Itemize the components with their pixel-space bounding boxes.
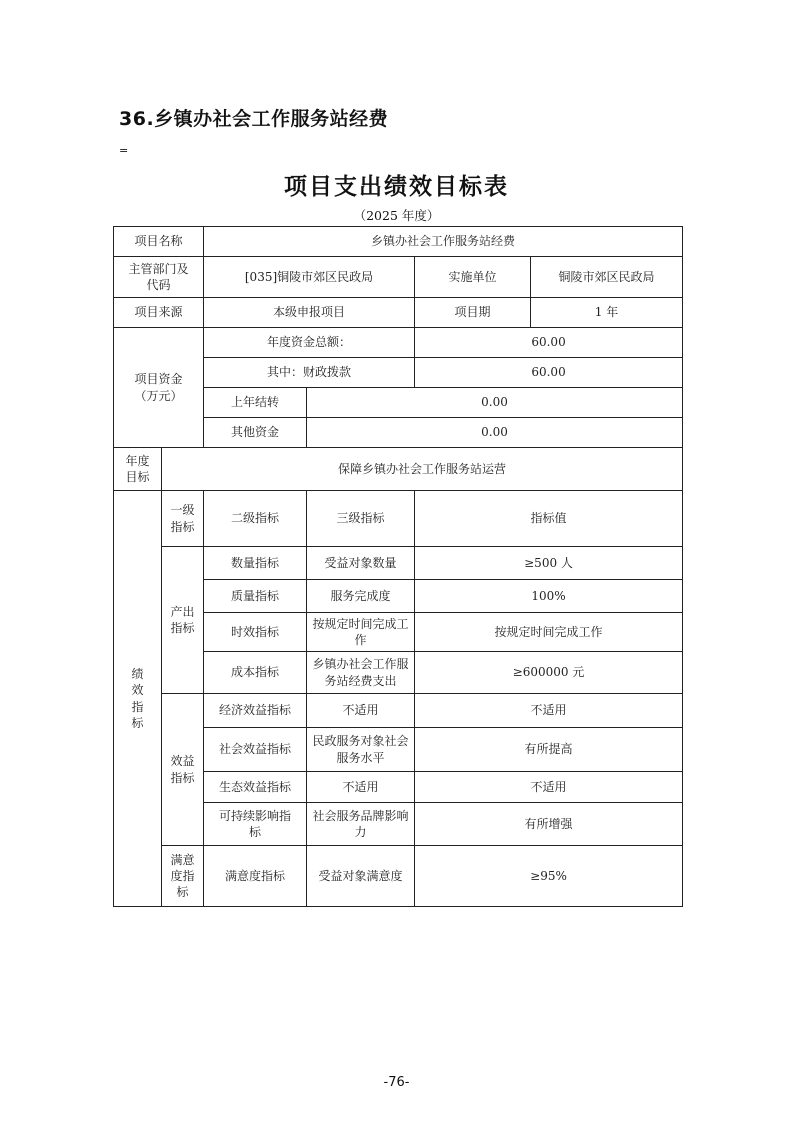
level3-sustainable: [307, 803, 415, 846]
label-performance-indicators: [114, 491, 162, 907]
label-goal-line2: 目标: [125, 470, 150, 484]
level3-sustainable-line1: 社会服务品牌影响: [312, 808, 409, 823]
value-quality: 100%: [415, 580, 683, 613]
level3-sustainable-line2: 力: [354, 825, 367, 839]
value-fiscal-funds: 60.00: [415, 358, 683, 388]
level3-cost: [307, 652, 415, 694]
value-social: 有所提高: [415, 728, 683, 772]
label-benefit-indicators: [162, 694, 204, 846]
level3-satisfaction: 受益对象满意度: [307, 846, 415, 907]
value-cost: ≥600000 元: [415, 652, 683, 694]
value-other-funds: 0.00: [307, 418, 683, 448]
row-project-name: [114, 227, 683, 257]
label-funds-line2: （万元）: [134, 388, 183, 403]
satisfaction-line2: 度指: [170, 868, 195, 883]
value-timeliness: 按规定时间完成工作: [415, 613, 683, 652]
value-sustainable: 有所增强: [415, 803, 683, 846]
label-project-name: 项目名称: [114, 227, 204, 257]
label-annual-goal: [114, 448, 162, 491]
label-fiscal-funds: 其中：财政拨款: [204, 358, 415, 388]
label-department-line2: 代码: [146, 278, 171, 292]
row-source: [114, 298, 683, 328]
label-period: 项目期: [415, 298, 531, 328]
header-level1: [162, 491, 204, 547]
level2-ecological: 生态效益指标: [204, 772, 307, 803]
level3-cost-line2: 务站经费支出: [324, 673, 397, 688]
label-impl-unit: 实施单位: [415, 257, 531, 298]
header-indicator-value: 指标值: [415, 491, 683, 547]
level2-sustainable-line1: 可持续影响指: [219, 808, 292, 823]
row-satisfaction: [114, 846, 683, 907]
header-level1-line2: 指标: [170, 519, 195, 534]
level2-satisfaction: 满意度指标: [204, 846, 307, 907]
marker-text: =: [119, 144, 129, 157]
level3-quantity: 受益对象数量: [307, 547, 415, 580]
level2-cost: 成本指标: [204, 652, 307, 694]
performance-table: [113, 226, 683, 907]
label-total-funds: 年度资金总额：: [204, 328, 415, 358]
output-line2: 指标: [170, 621, 195, 635]
page-number: -76-: [383, 1075, 410, 1090]
label-source: 项目来源: [114, 298, 204, 328]
value-period: 1 年: [531, 298, 683, 328]
row-total-funds: [114, 328, 683, 358]
perf-char-1: 绩: [131, 667, 144, 682]
row-economic: [114, 694, 683, 728]
value-department: [035]铜陵市郊区民政局: [204, 257, 415, 298]
label-satisfaction-indicators: [162, 846, 204, 907]
perf-char-3: 指: [131, 699, 144, 714]
value-impl-unit: 铜陵市郊区民政局: [531, 257, 683, 298]
level3-timeliness: [307, 613, 415, 652]
label-goal-line1: 年度: [125, 453, 150, 468]
level3-cost-line1: 乡镇办社会工作服: [312, 657, 409, 672]
value-total-funds: 60.00: [415, 328, 683, 358]
row-quantity: [114, 547, 683, 580]
row-indicator-header: [114, 491, 683, 547]
label-output-indicators: [162, 547, 204, 694]
label-funds-line1: 项目资金: [134, 372, 183, 387]
level3-ecological: 不适用: [307, 772, 415, 803]
level2-sustainable-line2: 标: [249, 825, 262, 839]
satisfaction-line1: 满意: [170, 852, 195, 867]
value-satisfaction: ≥95%: [415, 846, 683, 907]
label-department: [114, 257, 204, 298]
value-annual-goal: 保障乡镇办社会工作服务站运营: [162, 448, 683, 491]
label-department-line1: 主管部门及: [128, 261, 189, 276]
benefit-line1: 效益: [170, 754, 195, 769]
perf-char-4: 标: [131, 715, 144, 730]
header-level3: 三级指标: [307, 491, 415, 547]
level3-economic: 不适用: [307, 694, 415, 728]
benefit-line2: 指标: [170, 770, 195, 785]
header-level1-line1: 一级: [170, 503, 195, 518]
label-project-funds: [114, 328, 204, 448]
level2-economic: 经济效益指标: [204, 694, 307, 728]
level2-quantity: 数量指标: [204, 547, 307, 580]
row-annual-goal: [114, 448, 683, 491]
header-level2: 二级指标: [204, 491, 307, 547]
satisfaction-line3: 标: [176, 885, 189, 900]
row-department: [114, 257, 683, 298]
output-line1: 产出: [170, 604, 195, 619]
value-ecological: 不适用: [415, 772, 683, 803]
value-economic: 不适用: [415, 694, 683, 728]
value-quantity: ≥500 人: [415, 547, 683, 580]
section-heading: 36.乡镇办社会工作服务站经费: [119, 108, 389, 130]
label-carryover-funds: 上年结转: [204, 388, 307, 418]
level3-social-line1: 民政服务对象社会: [312, 734, 409, 749]
level2-social: 社会效益指标: [204, 728, 307, 772]
perf-char-2: 效: [131, 683, 144, 698]
level3-timeliness-line2: 作: [354, 633, 367, 647]
level3-social: [307, 728, 415, 772]
label-other-funds: 其他资金: [204, 418, 307, 448]
value-carryover-funds: 0.00: [307, 388, 683, 418]
level2-quality: 质量指标: [204, 580, 307, 613]
level3-social-line2: 服务水平: [336, 750, 385, 765]
value-project-name: 乡镇办社会工作服务站经费: [204, 227, 683, 257]
level2-timeliness: 时效指标: [204, 613, 307, 652]
level2-sustainable: [204, 803, 307, 846]
table-year: （2025 年度）: [353, 208, 440, 223]
value-source: 本级申报项目: [204, 298, 415, 328]
level3-quality: 服务完成度: [307, 580, 415, 613]
table-title: 项目支出绩效目标表: [284, 174, 509, 200]
level3-timeliness-line1: 按规定时间完成工: [312, 616, 409, 631]
